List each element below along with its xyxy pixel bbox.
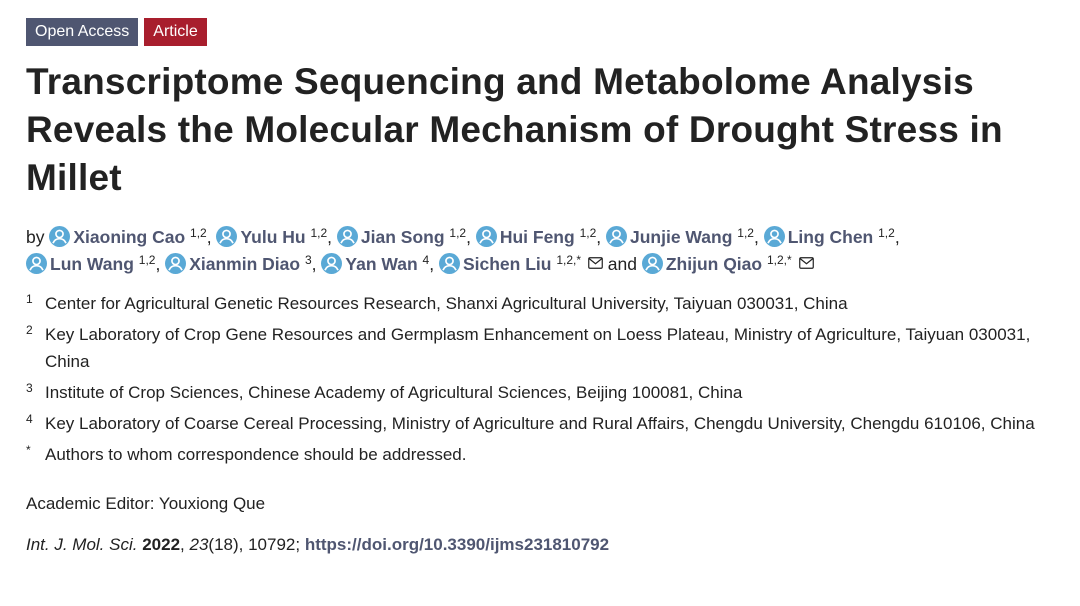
- person-circle-icon: [606, 226, 627, 247]
- author-list: by Xiaoning Cao $^{1,2}$, Yulu Hu $^{1,2}$, Jian Song $^{1,2}$, Hui Feng $^{1,2}$, Junjie Wang $^{1,2}$, Ling Chen $^{1,2}$, Lun Wang $^{1,2}$, Xianmin Diao $^3$, Yan Wan $^4$, Sichen Liu $^{1,2,*}$ and Zhijun Qiao $^{1,2,*}$: [26, 226, 900, 274]
- citation-volume: 23: [189, 535, 209, 554]
- author-name[interactable]: Sichen Liu: [462, 254, 552, 274]
- person-circle-icon: [476, 226, 497, 247]
- author-affiliation-sup: 1,2: [138, 253, 156, 267]
- affiliation-number: 4: [26, 412, 33, 426]
- envelope-icon[interactable]: [588, 257, 603, 269]
- author[interactable]: [642, 254, 814, 274]
- affiliation-text: Institute of Crop Sciences, Chinese Academy of Agricultural Sciences, Beijing 100081, China: [45, 383, 743, 402]
- affiliation-number: 3: [26, 381, 33, 395]
- correspondence-note: [26, 441, 1056, 468]
- author[interactable]: [439, 254, 603, 274]
- doi-link[interactable]: https://doi.org/10.3390/ijms231810792: [304, 535, 610, 554]
- citation: Int. J. Mol. Sci. 2022, 23(18), 10792; https://doi.org/10.3390/ijms231810792: [26, 535, 610, 554]
- person-circle-icon: [49, 226, 70, 247]
- and-label: and: [607, 254, 637, 274]
- affiliation: [26, 379, 1056, 406]
- author[interactable]: [26, 254, 155, 274]
- affiliation-number: 1: [26, 292, 33, 306]
- citation-issue: (18): [208, 535, 239, 554]
- author-name[interactable]: Yan Wan: [345, 254, 418, 274]
- affiliation: [26, 321, 1056, 375]
- academic-editor: Academic Editor: Youxiong Que: [26, 494, 266, 513]
- author[interactable]: [337, 227, 466, 247]
- author-name[interactable]: Jian Song: [360, 227, 445, 247]
- author[interactable]: [49, 227, 206, 247]
- author-name[interactable]: Junjie Wang: [629, 227, 733, 247]
- badge-row: [26, 18, 1056, 46]
- author-affiliation-sup: 1,2: [449, 226, 467, 240]
- citation-article-number: , 10792;: [238, 535, 305, 554]
- author-affiliation-sup: 1,2: [579, 226, 597, 240]
- author-affiliation-sup: 1,2: [190, 226, 207, 240]
- person-circle-icon: [439, 253, 460, 274]
- citation-year: 2022: [142, 535, 181, 554]
- author-affiliation-sup: 1,2,*: [556, 253, 582, 267]
- affiliation-number: 2: [26, 323, 33, 337]
- affiliation-text: Key Laboratory of Crop Gene Resources and Germplasm Enhancement on Loess Plateau, Ministry of Agriculture, Taiyuan 030031, China: [45, 325, 1031, 371]
- affiliation: [26, 290, 1056, 317]
- affiliation-number: *: [26, 443, 31, 457]
- author-name[interactable]: Yulu Hu: [240, 227, 306, 247]
- author-affiliation-sup: 1,2,*: [766, 253, 792, 267]
- affiliation-text: Key Laboratory of Coarse Cereal Processing, Ministry of Agriculture and Rural Affairs, Chengdu University, Chengdu 610106, China: [45, 414, 1035, 433]
- envelope-icon[interactable]: [799, 257, 814, 269]
- affiliation: [26, 410, 1056, 437]
- affiliation-text: Center for Agricultural Genetic Resources Research, Shanxi Agricultural University, Taiyuan 030031, China: [45, 294, 848, 313]
- person-circle-icon: [642, 253, 663, 274]
- author-affiliation-sup: 4: [422, 253, 430, 267]
- article-type-badge: Article: [144, 18, 206, 46]
- affiliation-list: [26, 290, 1056, 468]
- by-label: by: [26, 227, 45, 247]
- author[interactable]: [476, 227, 596, 247]
- author[interactable]: [165, 254, 311, 274]
- author-name[interactable]: Lun Wang: [50, 254, 134, 274]
- author-name[interactable]: Zhijun Qiao: [665, 254, 763, 274]
- person-circle-icon: [216, 226, 237, 247]
- author-name[interactable]: Ling Chen: [787, 227, 874, 247]
- article-title: Transcriptome Sequencing and Metabolome Analysis Reveals the Molecular Mechanism of Drought Stress in Millet: [26, 61, 1003, 198]
- person-circle-icon: [337, 226, 358, 247]
- author-affiliation-sup: 1,2: [310, 226, 328, 240]
- person-circle-icon: [764, 226, 785, 247]
- person-circle-icon: [26, 253, 47, 274]
- author-name[interactable]: Xiaoning Cao: [73, 227, 186, 247]
- journal-name: Int. J. Mol. Sci.: [26, 535, 138, 554]
- author-name[interactable]: Xianmin Diao: [189, 254, 301, 274]
- person-circle-icon: [321, 253, 342, 274]
- author-name[interactable]: Hui Feng: [499, 227, 575, 247]
- author[interactable]: [216, 227, 327, 247]
- author-affiliation-sup: 1,2: [737, 226, 754, 240]
- person-circle-icon: [165, 253, 186, 274]
- author[interactable]: [606, 227, 754, 247]
- author[interactable]: [764, 227, 895, 247]
- author-affiliation-sup: 1,2: [878, 226, 895, 240]
- author[interactable]: [321, 254, 429, 274]
- open-access-badge[interactable]: Open Access: [26, 18, 138, 46]
- author-affiliation-sup: 3: [304, 253, 312, 267]
- affiliation-text: Authors to whom correspondence should be addressed.: [45, 445, 467, 464]
